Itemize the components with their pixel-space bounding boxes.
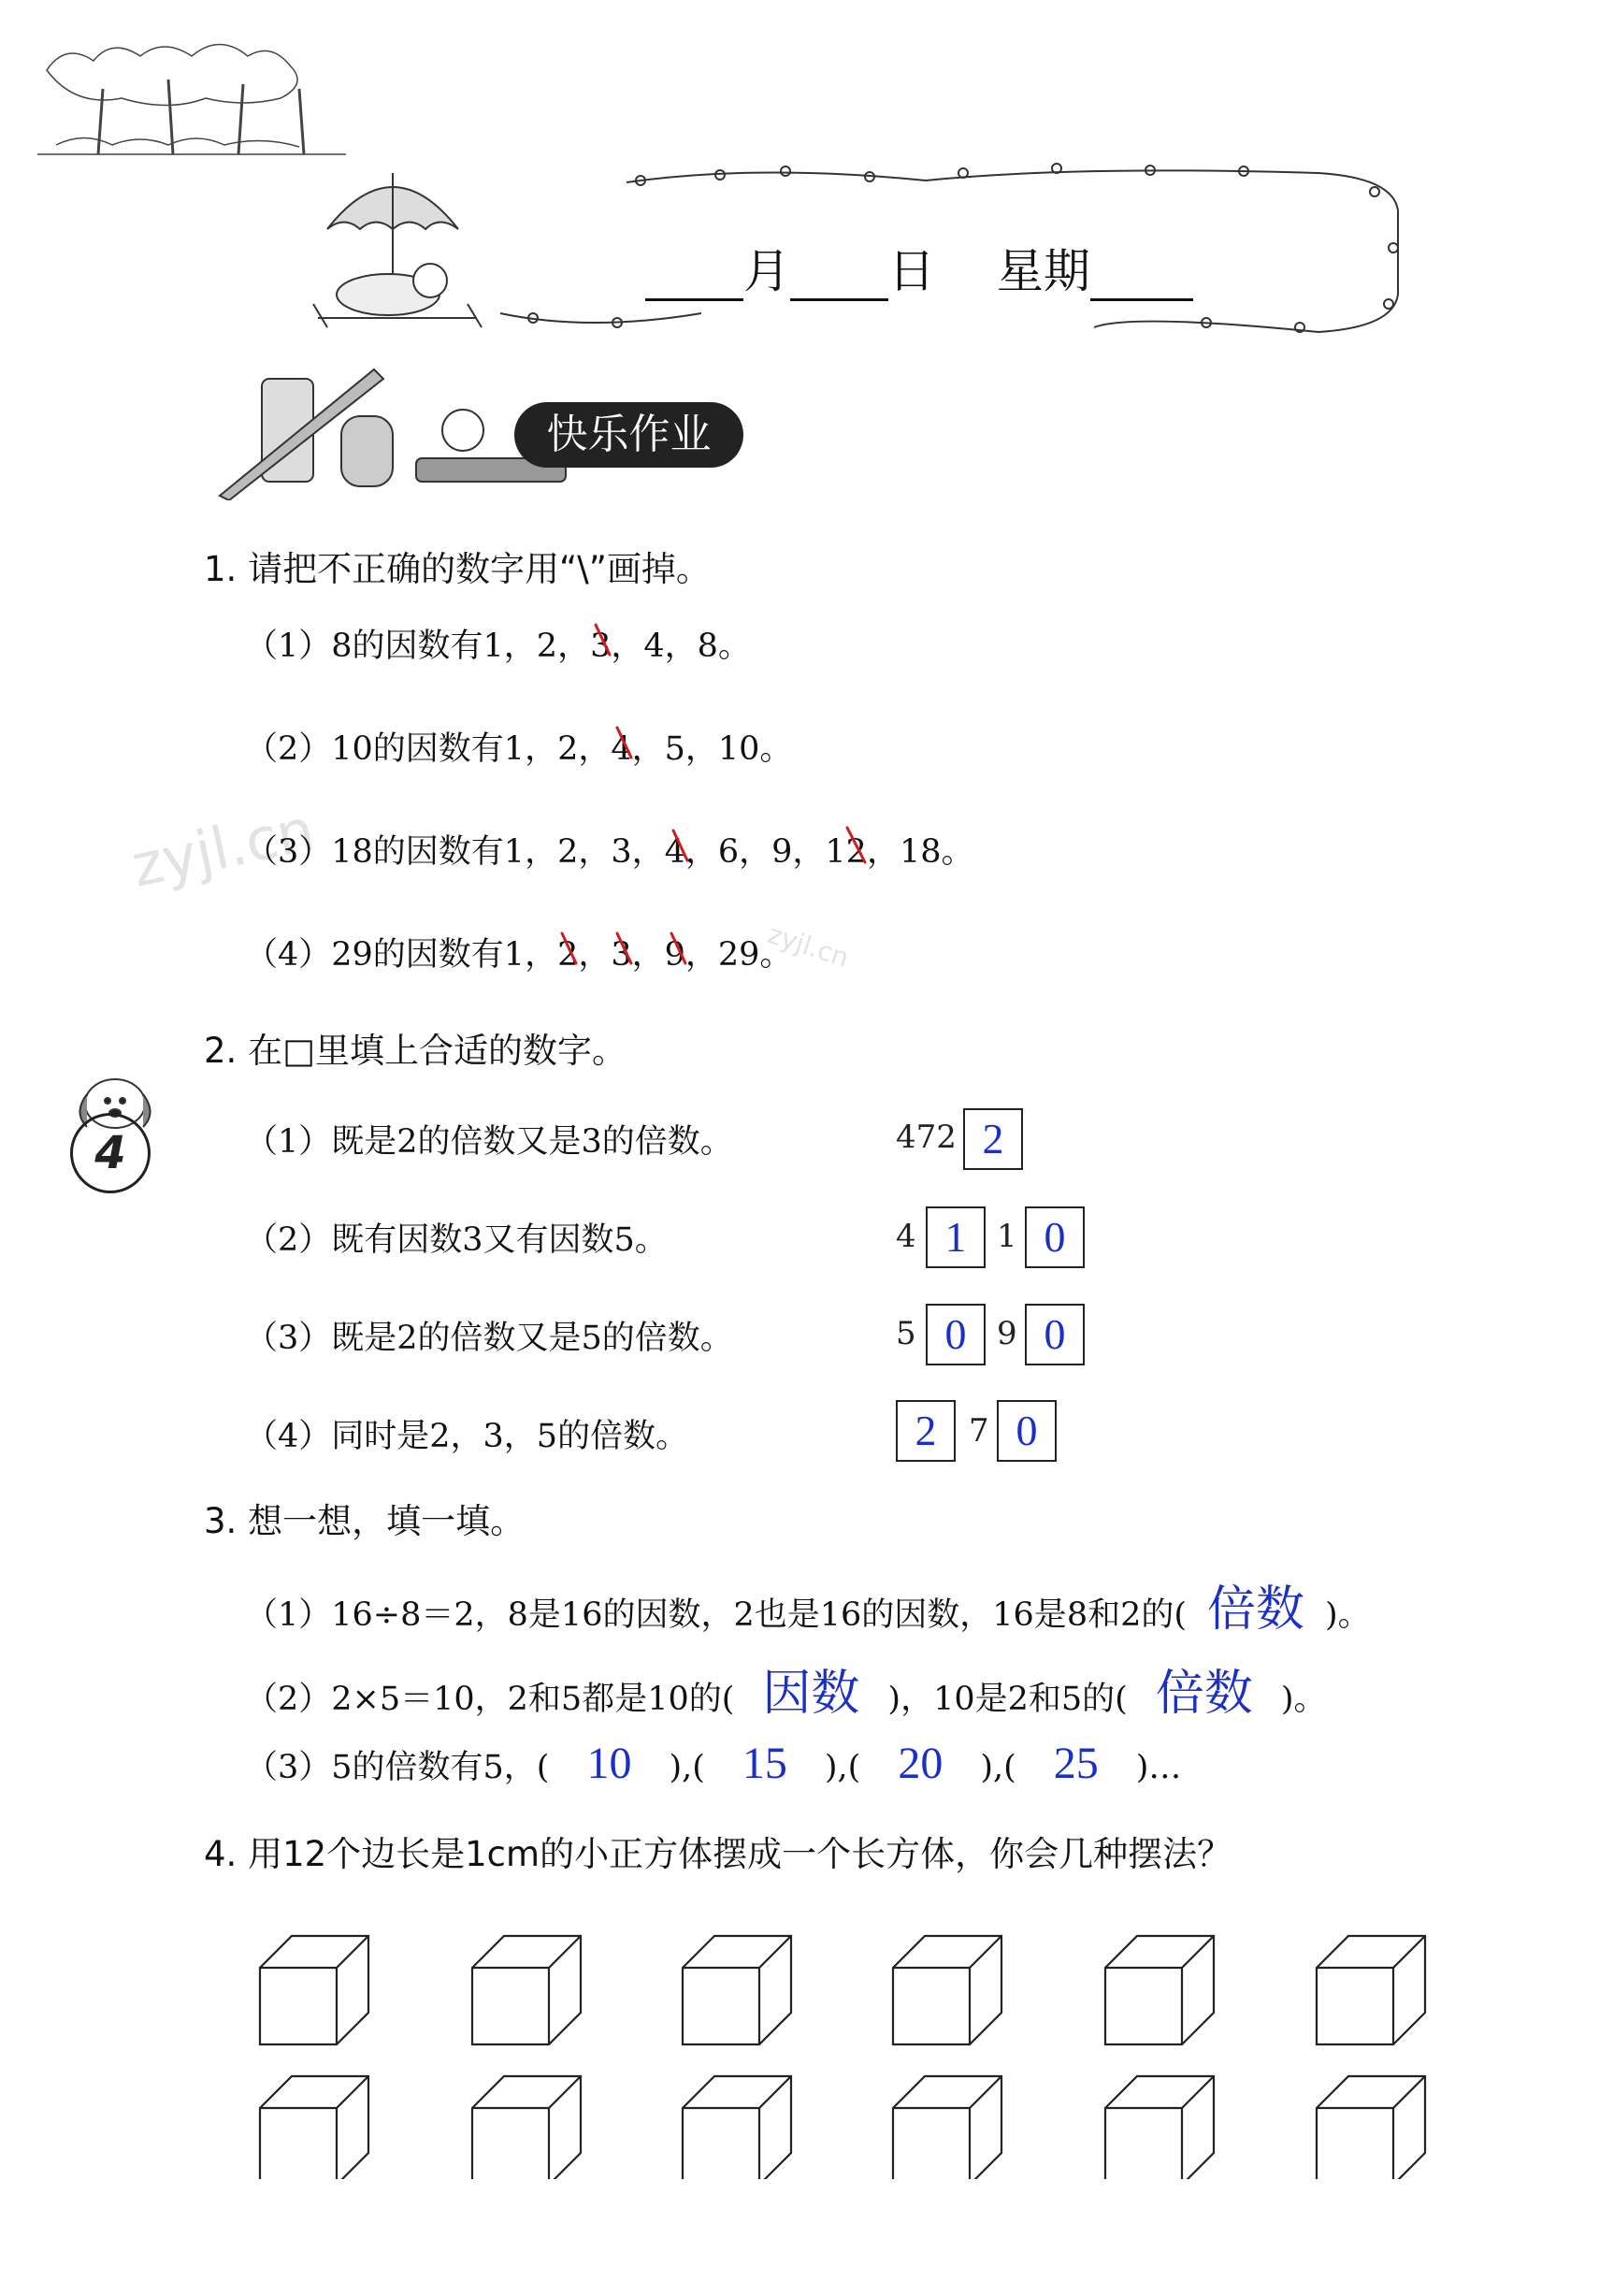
q1-strike-marks — [0, 0, 1599, 1029]
q3-line-2-end: )。 — [1280, 1681, 1327, 1718]
q2-item-1-label: （1）既是2的倍数又是3的倍数。 — [245, 1123, 733, 1161]
page-number-text: 4 — [94, 1127, 126, 1179]
strike-3-in-item1 — [596, 625, 610, 655]
q2-item-3-box1[interactable]: 0 — [926, 1304, 986, 1365]
cube-outline-8 — [472, 2076, 581, 2179]
q3-line-3-sep-3: ),( — [980, 1749, 1016, 1786]
q1-item-1: （1）8的因数有1，2，3，4，8。 — [245, 628, 751, 665]
cube-outline-2 — [472, 1936, 581, 2044]
q3-line-3 — [245, 1738, 1181, 1789]
cube-outline-9 — [683, 2076, 791, 2179]
strike-2-in-item4 — [562, 933, 576, 963]
q1-item-2: （2）10的因数有1，2，4，5，10。 — [245, 730, 793, 768]
q3-title: 3. 想一想，填一填。 — [204, 1501, 526, 1541]
q1-item-4: （4）29的因数有1，2，3，9，29。 — [245, 936, 793, 974]
q2-item-2-box2[interactable]: 0 — [1025, 1206, 1085, 1268]
strike-4-in-item3 — [673, 830, 687, 860]
q3-line-2-b: )，10是2和5的( — [887, 1681, 1128, 1718]
q2-item-2-d1: 4 — [896, 1218, 916, 1255]
badge-text: 快乐作业 — [546, 411, 712, 458]
q2-title: 2. 在□里填上合适的数字。 — [204, 1031, 627, 1071]
q2-item-3-box2[interactable]: 0 — [1025, 1304, 1085, 1365]
cube-outline-11 — [1105, 2076, 1214, 2179]
q3-line-2-a: （2）2×5＝10，2和5都是10的( — [245, 1681, 735, 1718]
q3-line-3-answer-4[interactable]: 25 — [1053, 1739, 1099, 1788]
q2-item-1-prefix: 472 — [896, 1119, 957, 1156]
q1-title: 1. 请把不正确的数字用“\”画掉。 — [204, 549, 711, 589]
q4-title: 4. 用12个边长是1cm的小正方体摆成一个长方体，你会几种摆法？ — [204, 1834, 1232, 1874]
q2-item-2-label: （2）既有因数3又有因数5。 — [245, 1221, 668, 1259]
q3-line-3-answer-3[interactable]: 20 — [898, 1739, 944, 1788]
q3-line-3-a: （3）5的倍数有5，( — [245, 1749, 550, 1786]
strike-4-in-item2 — [617, 728, 631, 758]
cube-outline-10 — [893, 2076, 1001, 2179]
strike-3-in-item4 — [617, 933, 631, 963]
q3-line-3-sep-2: ),( — [824, 1749, 861, 1786]
q3-line-2-answer-1[interactable]: 因数 — [762, 1668, 860, 1721]
q3-line-2-answer-2[interactable]: 倍数 — [1155, 1668, 1253, 1721]
q3-line-1-text: （1）16÷8＝2，8是16的因数，2也是16的因数，16是8和2的( — [245, 1596, 1188, 1634]
q2-item-4-label: （4）同时是2，3，5的倍数。 — [245, 1418, 689, 1455]
cube-outline-5 — [1105, 1936, 1214, 2044]
month-label: 月 — [743, 244, 790, 298]
q2-item-2-box1[interactable]: 1 — [926, 1206, 986, 1268]
q2-item-3-d1: 5 — [896, 1315, 916, 1352]
q1-item-3: （3）18的因数有1，2，3，4，6，9，12，18。 — [245, 833, 974, 871]
cube-outline-4 — [893, 1936, 1001, 2044]
q2-item-3-label: （3）既是2的倍数又是5的倍数。 — [245, 1320, 733, 1357]
week-label: 星期 — [996, 244, 1090, 298]
strike-12-in-item3 — [847, 828, 865, 862]
q3-line-3-sep-1: ),( — [669, 1749, 705, 1786]
q2-item-3-d2: 9 — [997, 1315, 1017, 1352]
q3-line-3-answer-2[interactable]: 15 — [742, 1739, 787, 1788]
cube-outline-6 — [1317, 1936, 1425, 2044]
q2-item-4-d2: 7 — [969, 1412, 989, 1450]
q2-item-4-box1[interactable]: 2 — [896, 1400, 956, 1462]
cube-outline-3 — [683, 1936, 791, 2044]
cube-outline-12 — [1317, 2076, 1425, 2179]
q3-line-1-end: )。 — [1325, 1596, 1371, 1634]
q3-line-3-answer-1[interactable]: 10 — [586, 1739, 632, 1788]
strike-9-in-item4 — [671, 933, 685, 963]
q3-line-3-end: )… — [1135, 1749, 1182, 1786]
q2-item-1-box1[interactable]: 2 — [963, 1108, 1023, 1170]
cube-grid — [0, 1908, 1599, 2179]
watermark-large: zyjl.cn — [125, 795, 321, 901]
cube-outline-7 — [260, 2076, 368, 2179]
q3-line-2 — [245, 1653, 1326, 1724]
page-number — [70, 1113, 151, 1193]
cube-outline-1 — [260, 1936, 368, 2044]
day-label: 日 — [888, 244, 935, 298]
watermark-small: zyjl.cn — [764, 918, 853, 974]
q2-item-2-d2: 1 — [997, 1218, 1017, 1255]
q3-line-1-answer[interactable]: 倍数 — [1207, 1583, 1305, 1637]
q3-line-1 — [245, 1569, 1371, 1639]
q2-item-4-box2[interactable]: 0 — [997, 1400, 1057, 1462]
